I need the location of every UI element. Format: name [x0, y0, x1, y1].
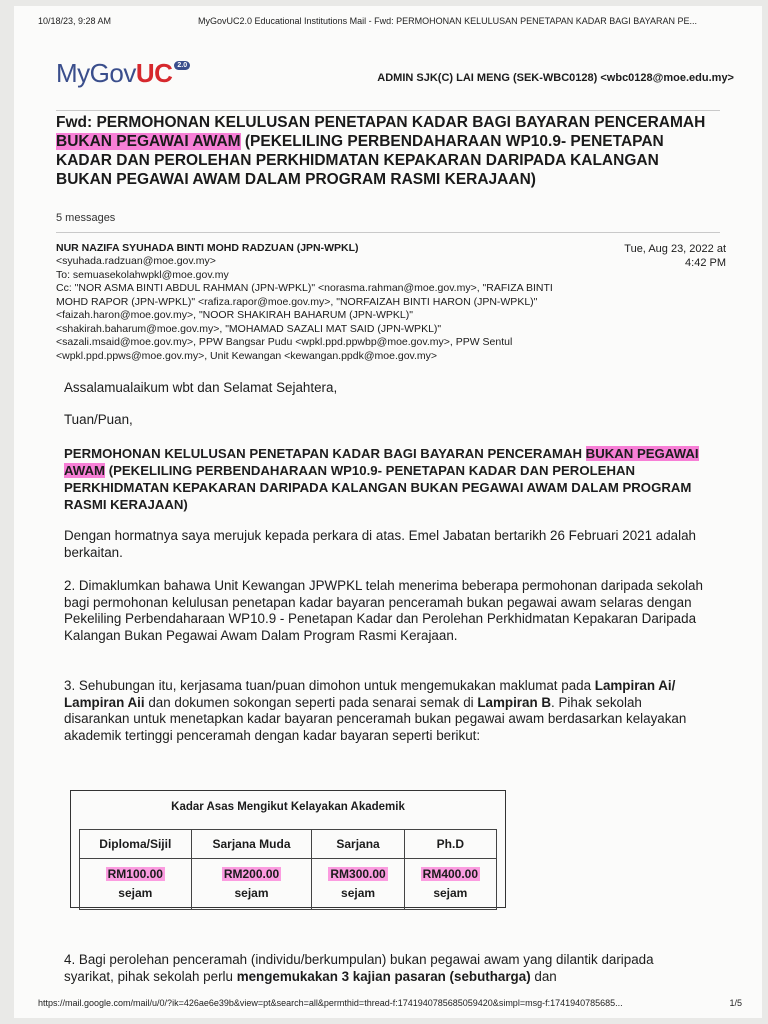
reference-part1: PERMOHONAN KELULUSAN PENETAPAN KADAR BAGI BAYARAN PENCERAMAH	[64, 446, 586, 461]
rate-table-value-row	[80, 859, 497, 910]
subject-highlight: BUKAN PEGAWAI AWAM	[56, 133, 241, 150]
rate-value-cell	[404, 859, 496, 910]
rate-unit: sejam	[341, 886, 376, 900]
paragraph-4	[64, 952, 704, 985]
paragraph-3-a: 3. Sehubungan itu, kerjasama tuan/puan dimohon untuk mengemukakan maklumat pada	[64, 678, 595, 693]
rate-amount: RM200.00	[223, 867, 280, 881]
rate-table	[79, 829, 497, 910]
sender-email: <syuhada.radzuan@moe.gov.my>	[56, 255, 216, 267]
paragraph-4-c: dan	[530, 968, 557, 984]
thread-divider	[56, 232, 720, 233]
message-count: 5 messages	[56, 212, 116, 224]
reference-title	[64, 445, 704, 513]
rate-unit: sejam	[118, 886, 153, 900]
rate-amount: RM300.00	[330, 867, 386, 881]
rate-table-box	[70, 790, 506, 908]
rate-header-cell: Sarjana	[312, 830, 404, 859]
rate-header-cell: Diploma/Sijil	[80, 830, 192, 859]
message-date-line1: Tue, Aug 23, 2022 at	[624, 243, 726, 255]
print-url[interactable]: https://mail.google.com/mail/u/0/?ik=426ae6e39b&view=pt&search=all&permthid=thread-f:1741940785685059420&simpl=msg-f:1741940785685...	[38, 998, 623, 1008]
rate-value-cell	[80, 859, 192, 910]
message-headers	[56, 255, 576, 363]
logo-text-uc: UC	[135, 58, 173, 88]
message-date-line2: 4:42 PM	[685, 257, 726, 269]
paragraph-4-emphasis: mengemukakan 3 kajian pasaran (sebutharga)	[236, 968, 531, 984]
paragraph-3-e: . Pihak sekolah disarankan untuk menetapkan kadar bayaran penceramah bukan pegawai awam berdasarkan kelayakan akademik tertinggi penceramah dengan kadar bayaran seperti berikut:	[64, 694, 687, 743]
print-page-title: MyGovUC2.0 Educational Institutions Mail - Fwd: PERMOHONAN KELULUSAN PENETAPAN KADAR BAGI BAYARAN PE...	[198, 16, 697, 26]
lampiran-a-ref: Lampiran Ai/ Lampiran Aii	[64, 678, 676, 710]
logo-text-mygov: MyGov	[56, 58, 136, 88]
greeting: Assalamualaikum wbt dan Selamat Sejahtera,	[64, 380, 338, 395]
rate-table-header-row	[80, 830, 497, 859]
rate-amount: RM100.00	[107, 867, 163, 881]
email-print-page	[14, 6, 762, 1018]
sender-name: NUR NAZIFA SYUHADA BINTI MOHD RADZUAN (JPN-WPKL)	[56, 242, 359, 254]
email-subject	[56, 113, 706, 189]
message-date	[624, 242, 726, 270]
print-datetime: 10/18/23, 9:28 AM	[38, 16, 112, 26]
rate-amount: RM400.00	[422, 867, 479, 881]
mygovuc-logo[interactable]	[56, 58, 190, 89]
to-line: To: semuasekolahwpkl@moe.gov.my	[56, 268, 229, 281]
page-number: 1/5	[729, 998, 742, 1008]
header-divider	[56, 110, 720, 111]
logo-version-badge: 2.0	[174, 61, 190, 70]
rate-value-cell	[191, 859, 312, 910]
paragraph-4-a: 4. Bagi perolehan penceramah (individu/berkumpulan) bukan pegawai awam yang dilantik daripada syarikat, pihak sekolah perlu	[64, 952, 654, 984]
account-identity: ADMIN SJK(C) LAI MENG (SEK-WBC0128) <wbc0128@moe.edu.my>	[377, 72, 734, 84]
subject-part2: (PEKELILING PERBENDAHARAAN WP10.9- PENETAPAN KADAR DAN PEROLEHAN PERKHIDMATAN KEPAKARAN DARIPADA KALANGAN BUKAN PEGAWAI AWAM DALAM PROGRAM RASMI KERAJAAN)	[56, 133, 664, 188]
rate-header-cell: Ph.D	[404, 830, 496, 859]
rate-header-cell: Sarjana Muda	[191, 830, 312, 859]
rate-unit: sejam	[433, 886, 468, 900]
paragraph-3	[64, 678, 704, 744]
paragraph-3-c: dan dokumen sokongan seperti pada senarai semak di	[144, 694, 478, 710]
paragraph-1: Dengan hormatnya saya merujuk kepada perkara di atas. Emel Jabatan bertarikh 26 Februari 2021 adalah berkaitan.	[64, 528, 696, 560]
reference-highlight: BUKAN PEGAWAI AWAM	[64, 446, 699, 478]
lampiran-b-ref: Lampiran B	[477, 694, 552, 710]
paragraph-2: 2. Dimaklumkan bahawa Unit Kewangan JPWPKL telah menerima beberapa permohonan daripada sekolah bagi permohonan kelulusan penetapan kadar bayaran penceramah bukan pegawai awam selaras dengan Pekeliling Perbendaharaan WP10.9 - Penetapan Kadar dan Perolehan Perkhidmatan Kepakaran Daripada Kalangan Bukan Pegawai Awam Dalam Program Rasmi Kerajaan.	[64, 578, 703, 643]
rate-unit: sejam	[234, 886, 269, 900]
cc-line: Cc: "NOR ASMA BINTI ABDUL RAHMAN (JPN-WPKL)" <norasma.rahman@moe.gov.my>, "RAFIZA BINTI MOHD RAPOR (JPN-WPKL)" <rafiza.rapor@moe.gov.my>, "NORFAIZAH BINTI HARON (JPN-WPKL)" <faizah.haron@moe.gov.my>, "NOOR SHAKIRAH BAHARUM (JPN-WPKL)" <shakirah.baharum@moe.gov.my>, "MOHAMAD SAZALI MAT SAID (JPN-WPKL)" <sazali.msaid@moe.gov.my>, PPW Bangsar Pudu <wpkl.ppd.ppwbp@moe.gov.my>, PPW Sentul <wpkl.ppd.ppws@moe.gov.my>, Unit Kewangan <kewangan.ppdk@moe.gov.my>	[56, 282, 553, 362]
reference-part2: (PEKELILING PERBENDAHARAAN WP10.9- PENETAPAN KADAR DAN PEROLEHAN PERKHIDMATAN KEPAKARAN DARIPADA KALANGAN BUKAN PEGAWAI AWAM DALAM PROGRAM RASMI KERAJAAN)	[64, 463, 692, 512]
rate-table-title: Kadar Asas Mengikut Kelayakan Akademik	[171, 801, 405, 813]
rate-value-cell	[312, 859, 404, 910]
salutation: Tuan/Puan,	[64, 412, 133, 427]
subject-part1: Fwd: PERMOHONAN KELULUSAN PENETAPAN KADAR BAGI BAYARAN PENCERAMAH	[56, 114, 706, 131]
